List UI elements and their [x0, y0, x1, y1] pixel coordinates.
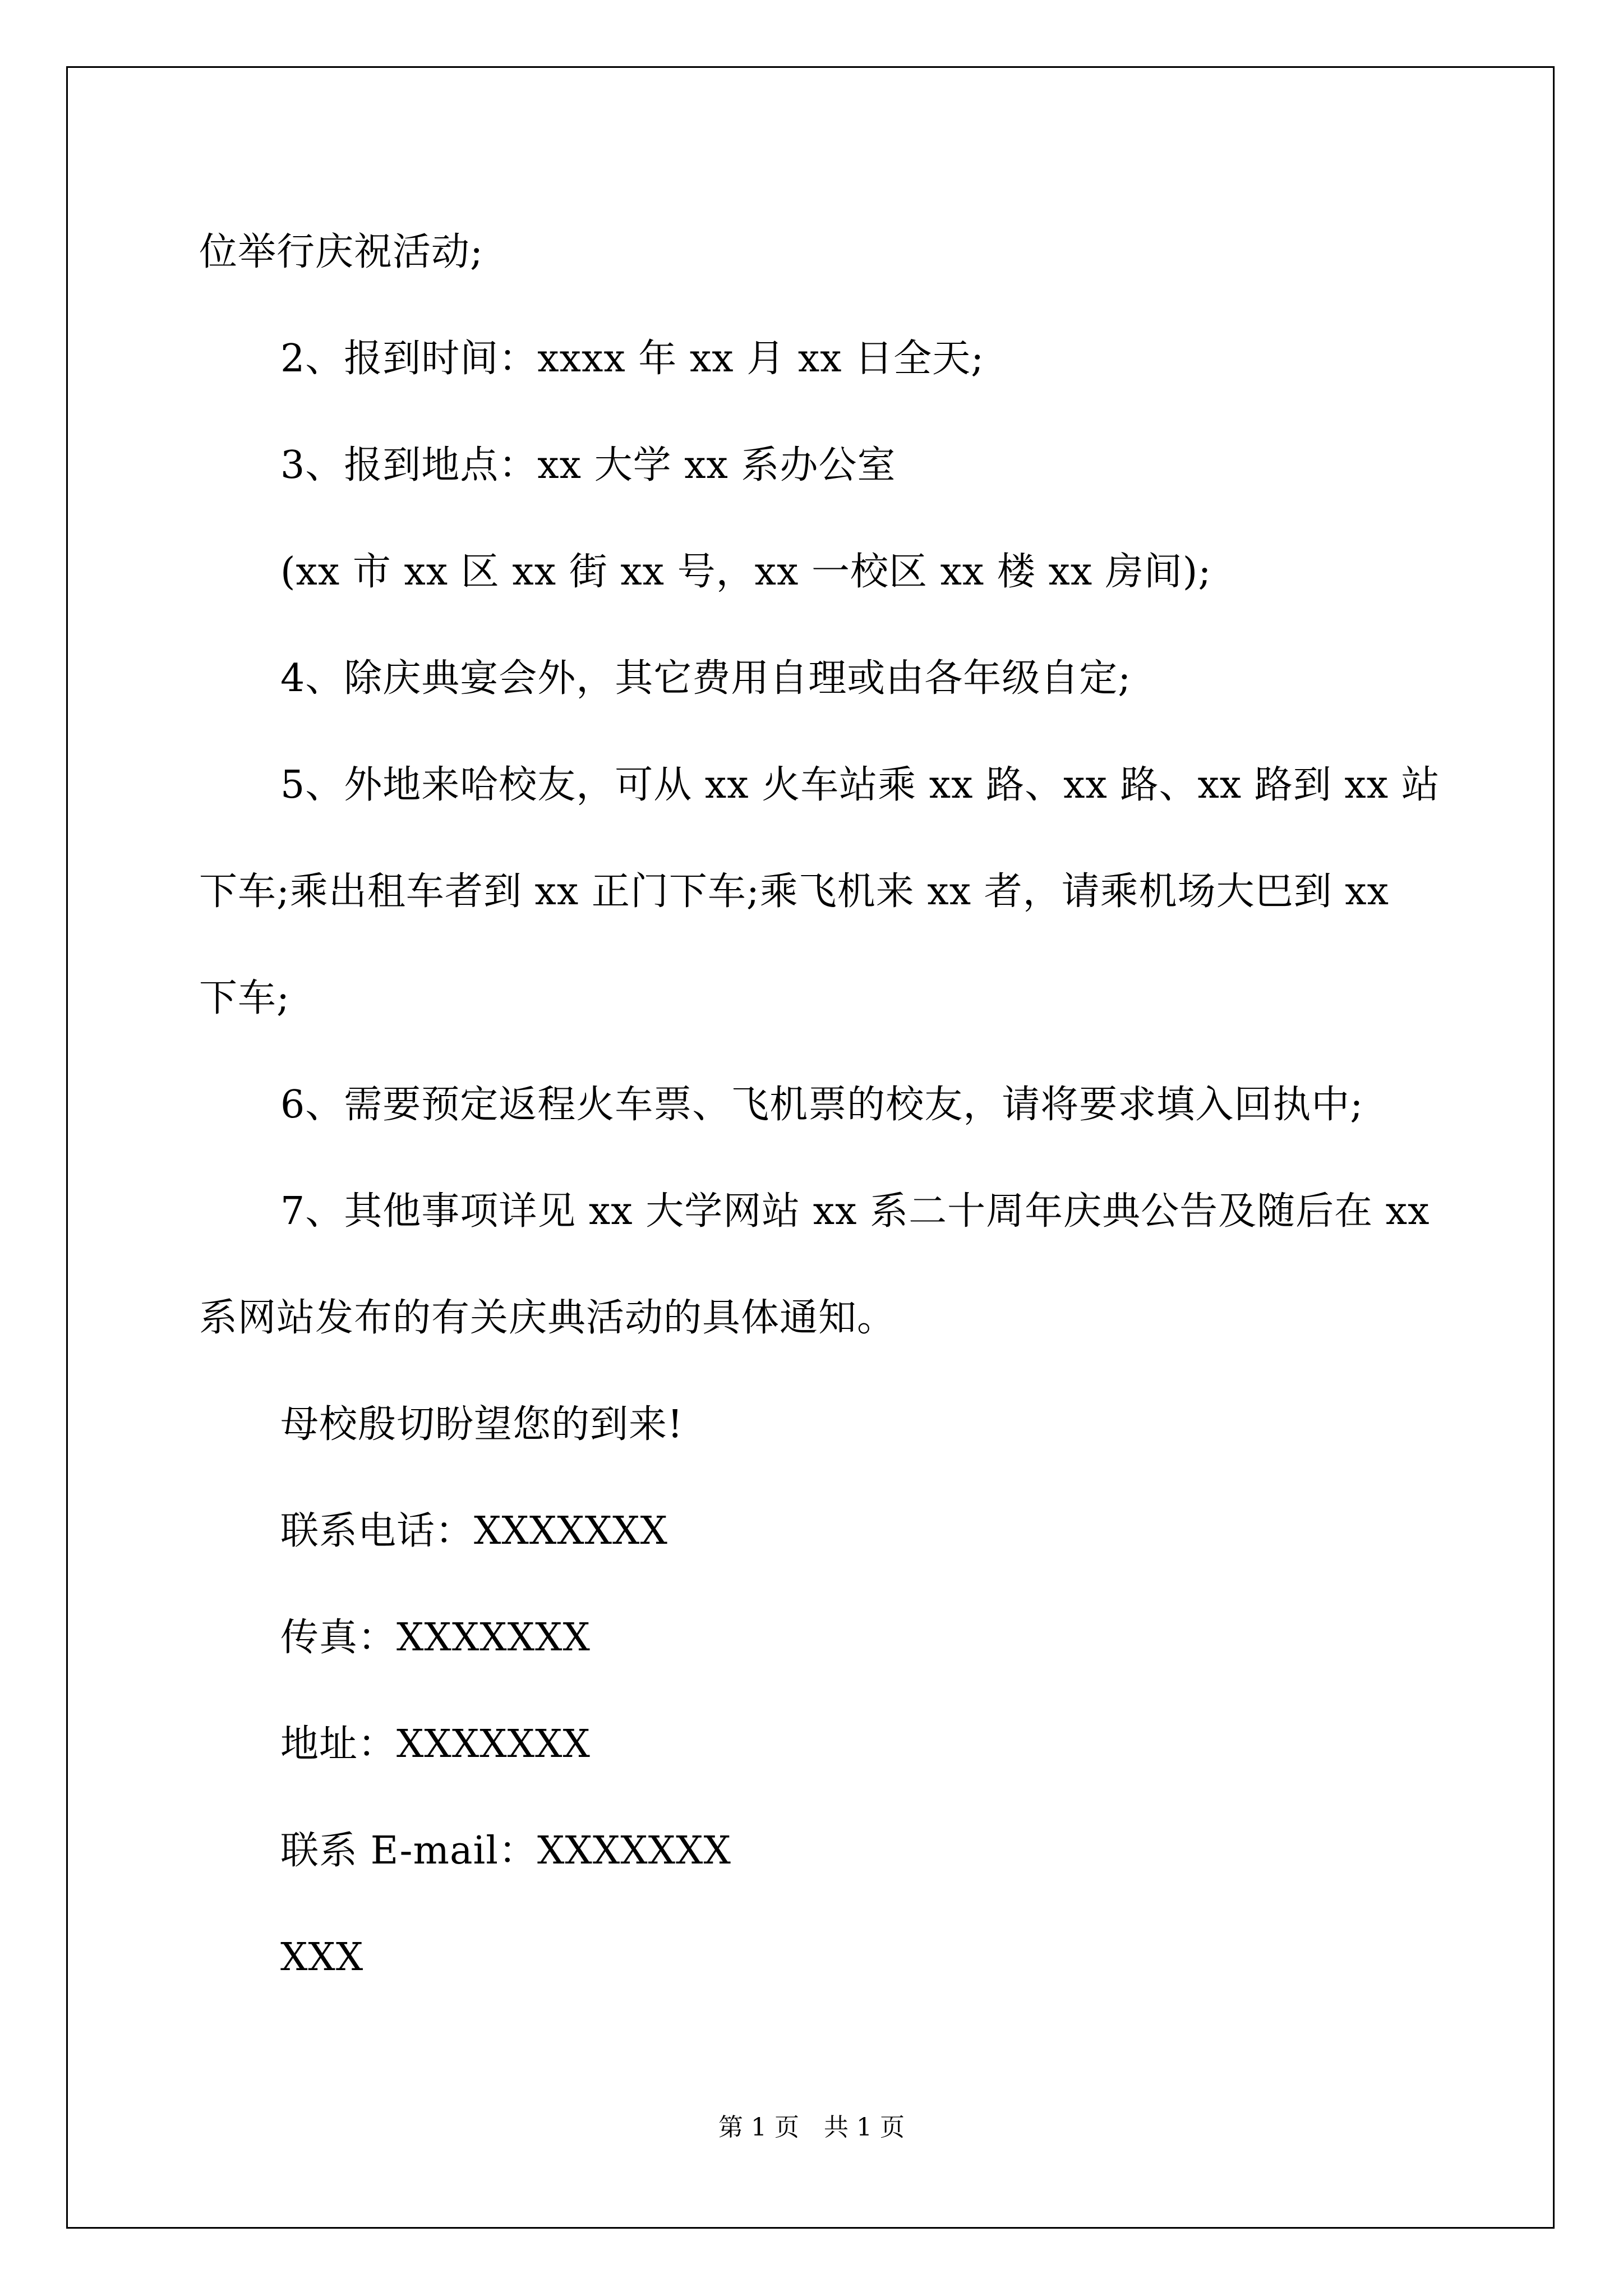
closing-line: 母校殷切盼望您的到来! [280, 1402, 684, 1447]
tickets-line: 6、需要预定返程火车票、飞机票的校友，请将要求填入回执中; [280, 1083, 1364, 1127]
contact-email: 联系 E-mail：XXXXXXX [280, 1829, 731, 1873]
signature-line: XXX [280, 1935, 364, 1980]
page-footer [0, 2112, 1623, 2143]
contact-phone: 联系电话：XXXXXXX [280, 1509, 668, 1553]
paragraph-line: 位举行庆祝活动; [199, 230, 483, 274]
contact-address: 地址：XXXXXXX [280, 1722, 591, 1766]
page-border [66, 66, 1555, 2229]
address-detail-line: (xx 市 xx 区 xx 街 xx 号，xx 一校区 xx 楼 xx 房间); [280, 550, 1212, 594]
transport-line: 5、外地来哈校友，可从 xx 火车站乘 xx 路、xx 路、xx 路到 xx 站 [280, 763, 1440, 807]
transport-line-continued: 下车;乘出租车者到 xx 正门下车;乘飞机来 xx 者，请乘机场大巴到 xx [199, 869, 1389, 914]
contact-fax: 传真：XXXXXXX [280, 1616, 591, 1660]
other-matters-line: 7、其他事项详见 xx 大学网站 xx 系二十周年庆典公告及随后在 xx [280, 1189, 1430, 1234]
page-number-total: 共 1 页 [824, 2113, 905, 2142]
transport-line-end: 下车; [199, 976, 290, 1020]
other-matters-line-continued: 系网站发布的有关庆典活动的具体通知。 [199, 1296, 896, 1340]
page-number-current: 第 1 页 [718, 2113, 799, 2142]
registration-time-line: 2、报到时间：xxxx 年 xx 月 xx 日全天; [280, 337, 985, 381]
expenses-line: 4、除庆典宴会外，其它费用自理或由各年级自定; [280, 656, 1132, 701]
registration-place-line: 3、报到地点：xx 大学 xx 系办公室 [280, 443, 896, 487]
